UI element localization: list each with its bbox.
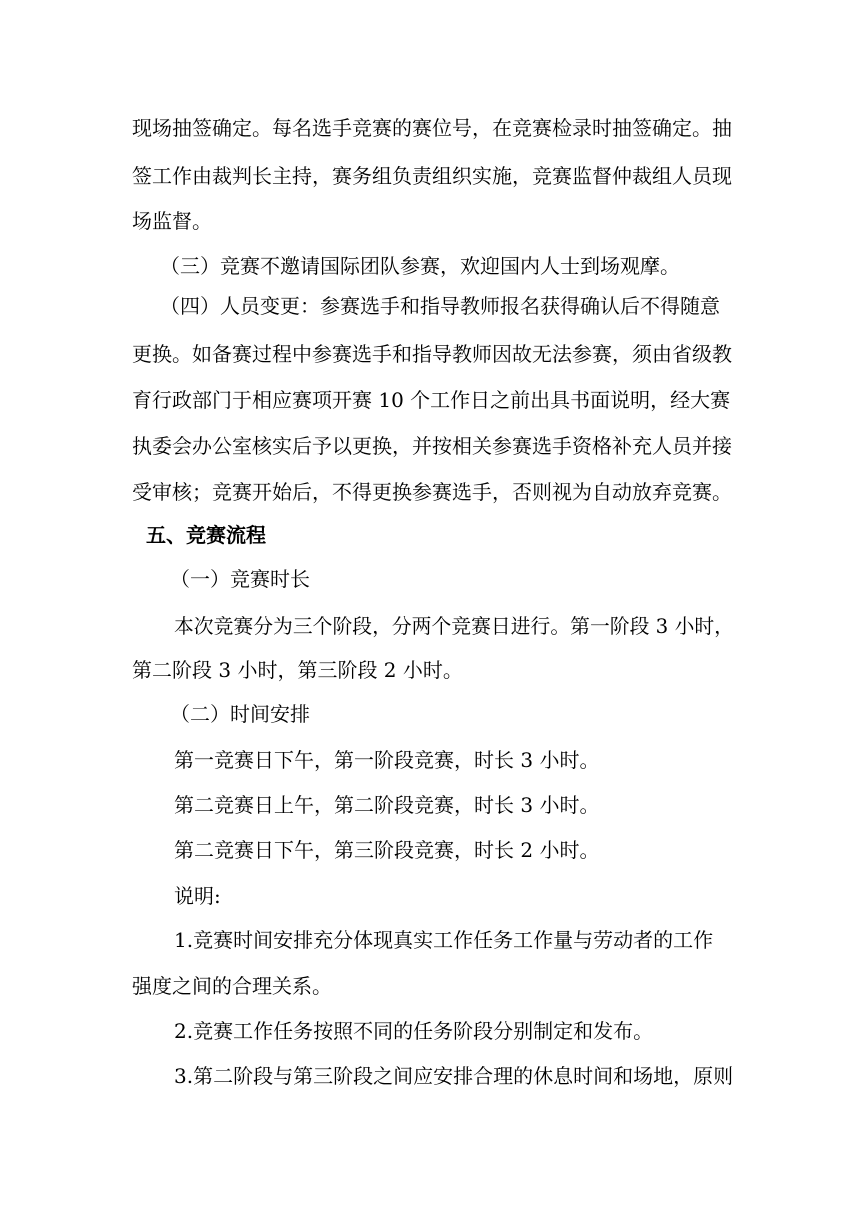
paragraph-line: 更换。如备赛过程中参赛选手和指导教师因故无法参赛，须由省级教 [132,342,732,366]
paragraph-line: 第二阶段 3 小时，第三阶段 2 小时。 [132,658,463,682]
schedule-item: 第二竞赛日上午，第二阶段竞赛，时长 3 小时。 [174,793,600,817]
note-item: 1.竞赛时间安排充分体现真实工作任务工作量与劳动者的工作 [174,928,714,952]
note-label: 说明: [174,884,221,908]
paragraph-line: 受审核；竞赛开始后，不得更换参赛选手，否则视为自动放弃竞赛。 [132,480,732,504]
subsection-heading: （二）时间安排 [170,702,310,726]
note-item: 2.竞赛工作任务按照不同的任务阶段分别制定和发布。 [174,1019,654,1043]
paragraph-line: 本次竞赛分为三个阶段，分两个竞赛日进行。第一阶段 3 小时， [174,614,734,638]
schedule-item: 第二竞赛日下午，第三阶段竞赛，时长 2 小时。 [174,838,600,862]
paragraph-line: 现场抽签确定。每名选手竞赛的赛位号，在竞赛检录时抽签确定。抽 [132,116,732,140]
paragraph-line: 场监督。 [132,209,212,233]
paragraph-line: （四）人员变更：参赛选手和指导教师报名获得确认后不得随意 [160,294,720,318]
paragraph-line: 签工作由裁判长主持，赛务组负责组织实施，竞赛监督仲裁组人员现 [132,164,732,188]
paragraph-line: 育行政部门于相应赛项开赛 10 个工作日之前出具书面说明，经大赛 [132,388,731,412]
section-heading: 五、竞赛流程 [146,523,266,547]
paragraph-line: 执委会办公室核实后予以更换，并按相关参赛选手资格补充人员并接 [132,434,732,458]
schedule-item: 第一竞赛日下午，第一阶段竞赛，时长 3 小时。 [174,748,600,772]
paragraph-line: （三）竞赛不邀请国际团队参赛，欢迎国内人士到场观摩。 [160,254,680,278]
note-item-continued: 强度之间的合理关系。 [132,974,332,998]
subsection-heading: （一）竞赛时长 [170,567,310,591]
note-item: 3.第二阶段与第三阶段之间应安排合理的休息时间和场地，原则 [174,1064,734,1088]
